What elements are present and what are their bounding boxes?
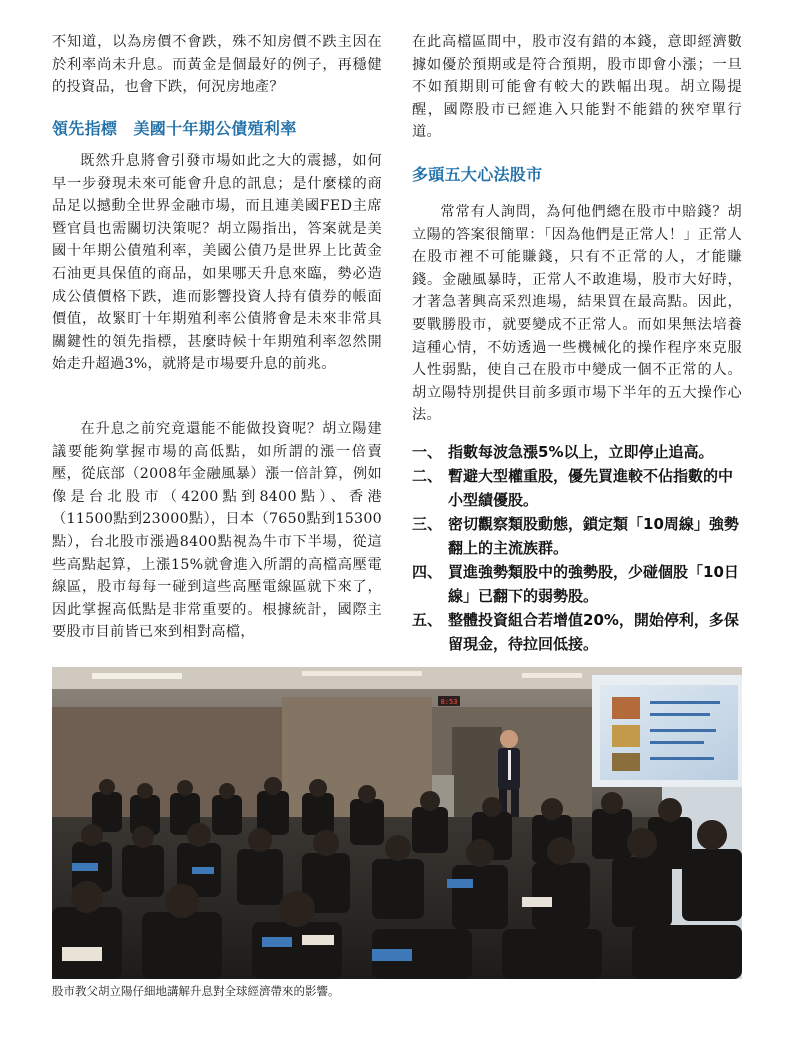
right-section-heading: 多頭五大心法股市 — [412, 165, 543, 184]
list-item: 一、 指數每波急漲5%以上，立即停止追高。 — [412, 443, 714, 461]
right-paragraph-2: 常常有人詢問，為何他們總在股市中賠錢？胡立陽的答案很簡單：「因為他們是正常人！」正常人在股市裡不可能賺錢，只有不正常的人，才能賺錢。金融風暴時，正常人不敢進場，股市大好時，才著急著興高采烈進場，結果買在最高點。因此，要戰勝股市，就要變成不正常人。而如果無法培養這種心情，不妨透過一些機械化的操作程序來克服人性弱點，使自己在股市中變成一個不正常的人。胡立陽特別提供目前多頭市場下半年的五大操作心法。 — [412, 204, 742, 424]
left-section-heading: 領先指標 美國十年期公債殖利率 — [52, 119, 297, 138]
list-item: 五、 整體投資組合若增值20%，開始停利，多保留現金，待拉回低接。 — [412, 611, 739, 653]
list-item: 三、 密切觀察類股動態，鎖定類「10周線」強勢翻上的主流族群。 — [412, 515, 739, 557]
seminar-photo — [52, 667, 742, 979]
left-paragraph-3: 在升息之前究竟還能不能做投資呢？胡立陽建議要能夠掌握市場的高低點，如所謂的漲一倍賣壓，從底部（2008年金融風暴）漲一倍計算，例如像是台北股市（4200點到8400點）、香港（11500點到23000點），日本（7650點到15300點），台北股市漲過8400點視為牛市下半場，從這些高點起算，上漲15%就會進入所謂的高檔高壓電線區，股市每每一碰到這些高壓電線區就下來了，因此掌握高低點是非常重要的。根據統計，國際主要股市目前皆已來到相對高檔， — [52, 421, 382, 641]
left-paragraph-2: 既然升息將會引發市場如此之大的震撼，如何早一步發現未來可能會升息的訊息；是什麼樣的商品足以撼動全世界金融市場，而且連美國FED主席暨官員也需關切決策呢？胡立陽指出，答案就是美國十年期公債殖利率，美國公債乃是世界上比黃金石油更具保值的商品，如果哪天升息來臨，勢必造成公債價格下跌，進而影響投資人持有債券的帳面價值，故緊盯十年期殖利率公債將會是未來非常具關鍵性的領先指標，甚麼時候十年期殖利率忽然開始走升超過3%，就將是市場要升息的前兆。 — [52, 153, 382, 373]
strategy-list — [412, 440, 742, 656]
list-item: 二、 暫避大型權重股，優先買進較不佔指數的中小型績優股。 — [412, 467, 734, 509]
seminar-photo-illustration — [52, 667, 742, 979]
list-item: 四、 買進強勢類股中的強勢股，少碰個股「10日線」已翻下的弱勢股。 — [412, 563, 739, 605]
right-paragraph-1: 在此高檔區間中，股市沒有錯的本錢，意即經濟數據如優於預期或是符合預期，股市即會小漲；一旦不如預期則可能會有較大的跌幅出現。胡立陽提醒，國際股市已經進入只能對不能錯的狹窄單行道。 — [412, 34, 742, 141]
wall-clock-text: 8:53 — [440, 698, 458, 706]
photo-caption: 股市教父胡立陽仔細地講解升息對全球經濟帶來的影響。 — [52, 984, 340, 998]
left-paragraph-1: 不知道，以為房價不會跌，殊不知房價不跌主因在於利率尚未升息。而黃金是個最好的例子，再穩健的投資品，也會下跌，何況房地產？ — [52, 34, 382, 96]
